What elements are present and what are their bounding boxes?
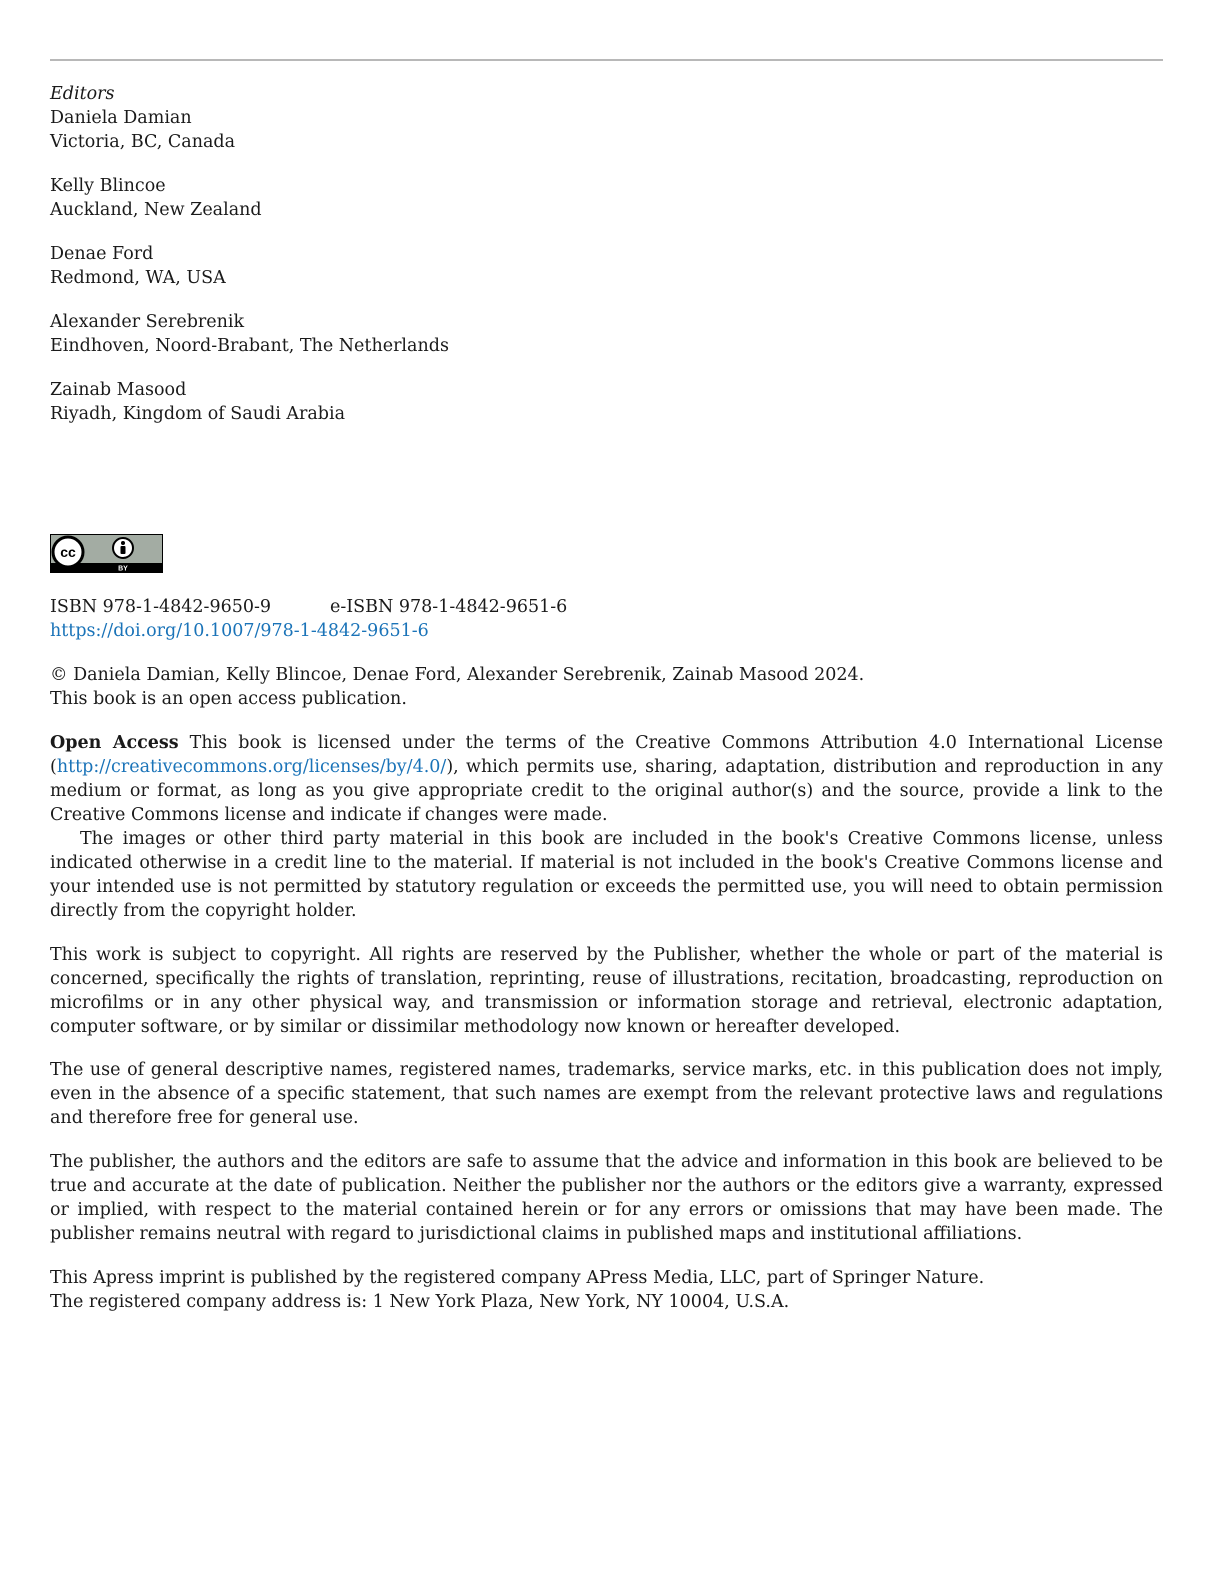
editor-name: Daniela Damian (50, 108, 192, 128)
attribution-icon (113, 538, 133, 558)
advice-notice-paragraph (50, 1150, 1163, 1246)
editor-location: Auckland, New Zealand (50, 200, 262, 220)
editor-entry (50, 378, 449, 426)
open-access-heading: Open Access (50, 733, 179, 753)
print-isbn: ISBN 978-1-4842-9650-9 (50, 597, 272, 617)
license-link[interactable]: http://creativecommons.org/licenses/by/4.0/ (56, 757, 447, 777)
editor-name: Alexander Serebrenik (50, 312, 245, 332)
editor-entry (50, 310, 449, 358)
editor-name: Denae Ford (50, 244, 154, 264)
cc-logo-text: cc (60, 544, 76, 560)
editor-location: Victoria, BC, Canada (50, 132, 236, 152)
by-label: BY (118, 565, 128, 573)
isbn-line (50, 595, 567, 619)
imprint-section (50, 1266, 1163, 1314)
open-access-text-start: This book is licensed under the terms of the Creative Commons Attribution 4.0 International License ( (50, 733, 1163, 777)
open-access-section (50, 731, 1163, 923)
editor-location: Riyadh, Kingdom of Saudi Arabia (50, 404, 346, 424)
editors-section (50, 82, 449, 446)
copyright-notice-paragraph (50, 943, 1163, 1039)
third-party-material-paragraph: The images or other third party material in this book are included in the book's Creative Commons license, unless indicated otherwise in a credit line to the material. If material is not included in the book's Creative Commons license and your intended use is not permitted by statutory regulation or exceeds the permitted use, you will need to obtain permission directly from the copyright holder. (50, 829, 1163, 921)
advice-notice-text: The publisher, the authors and the editors are safe to assume that the advice and information in this book are believed to be true and accurate at the date of publication. Neither the publisher nor the authors or the editors give a warranty, expressed or implied, with respect to the material contained herein or for any errors or omissions that may have been made. The publisher remains neutral with regard to jurisdictional claims in published maps and institutional affiliations. (50, 1152, 1163, 1244)
editor-entry (50, 174, 449, 222)
imprint-line: This Apress imprint is published by the registered company APress Media, LLC, part of Springer Nature. (50, 1268, 985, 1288)
header-rule (50, 59, 1163, 61)
open-access-note: This book is an open access publication. (50, 689, 407, 709)
doi-link[interactable]: https://doi.org/10.1007/978-1-4842-9651-6 (50, 621, 429, 641)
isbn-section (50, 595, 567, 643)
publisher-address: The registered company address is: 1 New York Plaza, New York, NY 10004, U.S.A. (50, 1292, 790, 1312)
open-access-text-end: ), which permits use, sharing, adaptation, distribution and reproduction in any medium or format, as long as you give appropriate credit to the original author(s) and the source, provide a link to the Creative Commons license and indicate if changes were made. (50, 757, 1163, 825)
editor-name: Zainab Masood (50, 380, 187, 400)
editor-entry (50, 106, 449, 154)
editors-label: Editors (50, 84, 115, 104)
cc-by-license-badge (50, 534, 163, 573)
editor-entry (50, 242, 449, 290)
names-notice-paragraph (50, 1058, 1163, 1130)
editor-name: Kelly Blincoe (50, 176, 166, 196)
electronic-isbn: e-ISBN 978-1-4842-9651-6 (330, 597, 568, 617)
editor-location: Redmond, WA, USA (50, 268, 226, 288)
copyright-line: © Daniela Damian, Kelly Blincoe, Denae Ford, Alexander Serebrenik, Zainab Masood 2024. (50, 665, 865, 685)
copyright-notice-text: This work is subject to copyright. All rights are reserved by the Publisher, whether the whole or part of the material is concerned, specifically the rights of translation, reprinting, reuse of illustrations, recitation, broadcasting, reproduction on microfilms or in any other physical way, and transmission or information storage and retrieval, electronic adaptation, computer software, or by similar or dissimilar methodology now known or hereafter developed. (50, 945, 1163, 1037)
editor-location: Eindhoven, Noord-Brabant, The Netherlands (50, 336, 449, 356)
open-access-paragraph (50, 731, 1163, 827)
names-notice-text: The use of general descriptive names, registered names, trademarks, service marks, etc. in this publication does not imply, even in the absence of a specific statement, that such names are exempt from the relevant protective laws and regulations and therefore free for general use. (50, 1060, 1163, 1128)
copyright-section (50, 663, 864, 711)
